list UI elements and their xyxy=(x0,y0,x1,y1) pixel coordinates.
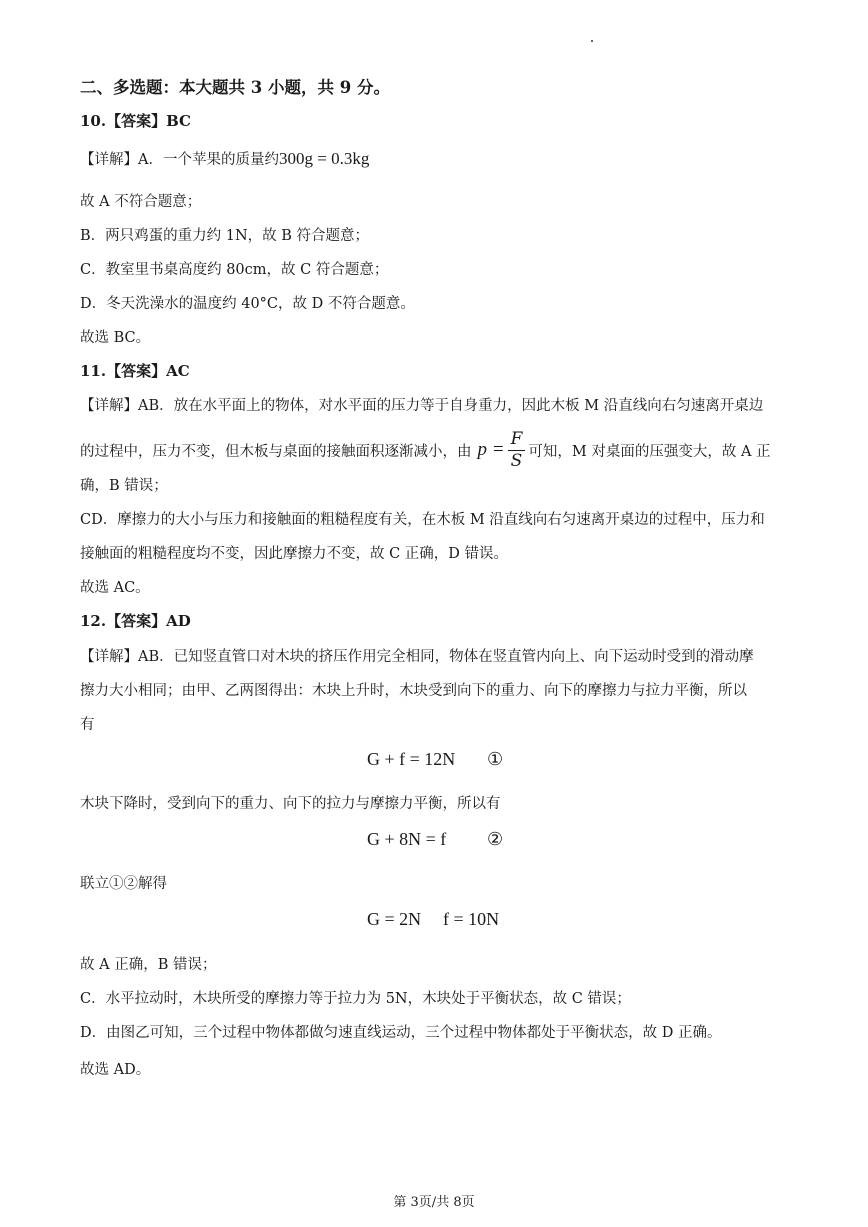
q11-line-2 xyxy=(80,427,771,473)
q11-conclusion: 故选 AC。 xyxy=(80,580,150,596)
equation-2-marker: ② xyxy=(487,829,504,849)
q10-detail-math: 300g = 0.3kg xyxy=(278,149,370,168)
formula-numerator: F xyxy=(508,431,526,451)
q10-line-c: C．教室里书桌高度约 80cm，故 C 符合题意； xyxy=(80,262,389,278)
q12-line-2: 擦力大小相同；由甲、乙两图得出：木块上升时，木块受到向下的重力、向下的摩擦力与拉力平衡，所以 xyxy=(80,683,747,699)
equation-1: G + f = 12N xyxy=(367,749,456,769)
q10-detail xyxy=(80,148,369,169)
q12-conclusion: 故选 AD。 xyxy=(80,1062,151,1078)
scan-dot xyxy=(591,40,593,42)
q11-line-5: 接触面的粗糙程度均不变，因此摩擦力不变，故 C 正确，D 错误。 xyxy=(80,546,509,562)
q10-line-d: D．冬天洗澡水的温度约 40°C，故 D 不符合题意。 xyxy=(80,296,415,312)
q12-line-1: 【详解】AB．已知竖直管口对木块的挤压作用完全相同，物体在竖直管内向上、向下运动时受到的滑动摩 xyxy=(80,649,754,665)
equation-2: G + 8N = f xyxy=(367,829,447,849)
equation-3-f: f = 10N xyxy=(443,909,500,929)
q11-header: 11.【答案】AC xyxy=(80,362,190,380)
equation-1-marker: ① xyxy=(487,749,504,769)
formula-denominator: S xyxy=(510,450,523,471)
q11-line-3: 确，B 错误； xyxy=(80,478,168,494)
q11-line-2-after: 可知，M 对桌面的压强变大，故 A 正 xyxy=(528,443,771,460)
section-title: 二、多选题：本大题共 3 小题，共 9 分。 xyxy=(80,78,390,97)
page-footer: 第 3页/共 8页 xyxy=(393,1195,475,1210)
pressure-formula-lhs: p = xyxy=(477,439,505,460)
q12-line-5: 联立①②解得 xyxy=(80,876,167,892)
pressure-formula-fraction xyxy=(508,428,526,471)
equation-3-g: G = 2N xyxy=(367,909,422,929)
q12-line-4: 木块下降时，受到向下的重力、向下的拉力与摩擦力平衡，所以有 xyxy=(80,796,501,812)
q11-line-4: CD．摩擦力的大小与压力和接触面的粗糙程度有关，在木板 M 沿直线向右匀速离开桌边的过程中，压力和 xyxy=(80,512,765,528)
q10-conclusion: 故选 BC。 xyxy=(80,330,151,346)
q12-line-8: D．由图乙可知，三个过程中物体都做匀速直线运动，三个过程中物体都处于平衡状态，故 D 正确。 xyxy=(80,1025,722,1041)
q10-line-b: B．两只鸡蛋的重力约 1N，故 B 符合题意； xyxy=(80,228,370,244)
q10-header: 10.【答案】BC xyxy=(80,112,191,130)
q11-line-2-before: 的过程中，压力不变，但木板与桌面的接触面积逐渐减小，由 xyxy=(80,443,472,460)
q10-line-a: 故 A 不符合题意； xyxy=(80,194,202,210)
q12-line-7: C．水平拉动时，木块所受的摩擦力等于拉力为 5N，木块处于平衡状态，故 C 错误； xyxy=(80,991,631,1007)
q11-line-1: 【详解】AB．放在水平面上的物体，对水平面的压力等于自身重力，因此木板 M 沿直线向右匀速离开桌边 xyxy=(80,398,764,414)
q12-line-6: 故 A 正确，B 错误； xyxy=(80,957,217,973)
q12-header: 12.【答案】AD xyxy=(80,612,191,630)
q10-detail-prefix: 【详解】A．一个苹果的质量约 xyxy=(80,152,279,168)
q12-line-3: 有 xyxy=(80,717,95,733)
